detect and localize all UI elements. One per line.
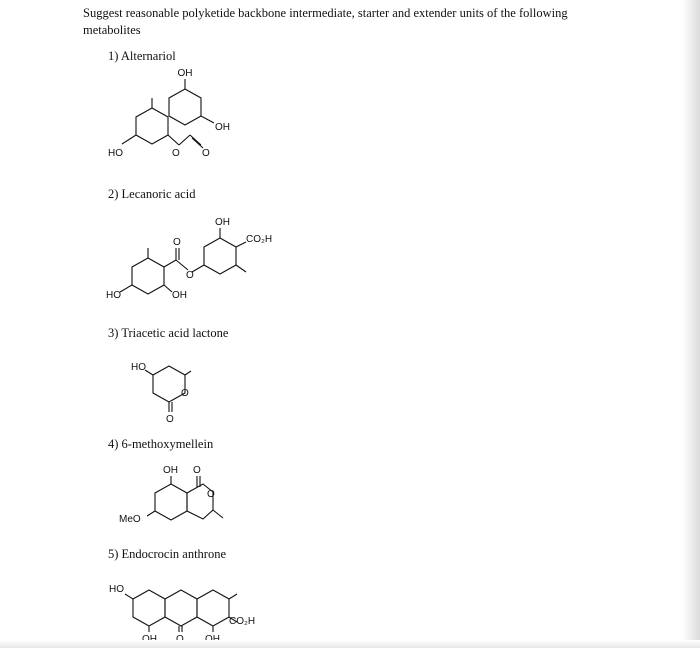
item-number: 1) — [108, 49, 119, 63]
label-oh-top: OH — [177, 68, 193, 79]
label-o-keto: O — [173, 237, 181, 248]
label-co2h: CO₂H — [229, 616, 256, 627]
item-number: 3) — [108, 326, 119, 340]
label-o-keto: O — [193, 465, 201, 476]
item-number: 2) — [108, 187, 119, 201]
page-bottom-shadow — [0, 640, 700, 648]
structure-lecanoric-acid — [100, 212, 290, 312]
item-label-triacetic-acid-lactone — [108, 326, 228, 341]
label-ho: HO — [109, 584, 124, 595]
item-label-alternariol — [108, 49, 176, 64]
structure-alternariol — [100, 68, 250, 168]
item-name: Triacetic acid lactone — [121, 326, 229, 340]
item-name: Endocrocin anthrone — [121, 547, 227, 561]
label-o-ring: O — [181, 388, 189, 399]
label-ho-left: HO — [106, 290, 121, 301]
label-oh-right: OH — [215, 122, 230, 133]
item-number: 5) — [108, 547, 119, 561]
structure-triacetic-acid-lactone — [125, 356, 215, 431]
label-meo: MeO — [119, 514, 141, 525]
label-o-ester: O — [186, 270, 194, 281]
item-name: Lecanoric acid — [121, 187, 196, 201]
item-label-6-methoxymellein — [108, 437, 213, 452]
label-o-keto: O — [166, 414, 174, 425]
question-text: Suggest reasonable polyketide backbone intermediate, starter and extender units of the following metabolites — [83, 6, 568, 37]
label-o-ring: O — [207, 489, 215, 500]
label-co2h: CO₂H — [246, 234, 273, 245]
item-number: 4) — [108, 437, 119, 451]
structure-6-methoxymellein — [115, 462, 235, 537]
item-label-endocrocin-anthrone — [108, 547, 226, 562]
item-name: Alternariol — [120, 49, 176, 63]
label-oh-bottom: OH — [172, 290, 187, 301]
item-name: 6-methoxymellein — [121, 437, 214, 451]
label-oh-top: OH — [215, 217, 230, 228]
label-o-ring: O — [172, 148, 180, 159]
label-ho: HO — [131, 362, 146, 373]
item-label-lecanoric-acid — [108, 187, 195, 202]
page-edge-shadow — [682, 0, 700, 648]
label-ho-left: HO — [108, 148, 123, 159]
label-o-keto: O — [202, 148, 210, 159]
label-oh: OH — [163, 465, 178, 476]
